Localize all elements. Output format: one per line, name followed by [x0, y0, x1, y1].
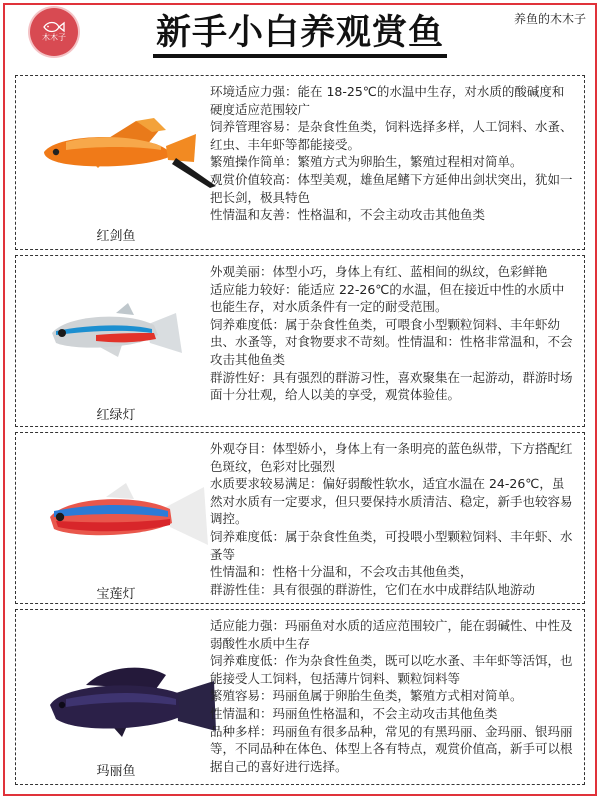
fish-card-cardinal-tetra [15, 432, 585, 604]
fish-card-swordtail [15, 75, 585, 250]
desc-line: 群游性佳：具有很强的群游性，它们在水中成群结队地游动 [210, 581, 536, 597]
fish-description [210, 440, 576, 598]
desc-line: 繁殖容易：玛丽鱼属于卵胎生鱼类，繁殖方式相对简单。 [210, 688, 523, 704]
desc-line: 外观美丽：体型小巧，身体上有红、蓝相间的纵纹，色彩鲜艳 [210, 264, 548, 279]
fish-description [210, 263, 576, 404]
desc-line: 饲养难度低：属于杂食性鱼类，可喂食小型颗粒饲料、丰年虾幼虫、水蚤等，对食物要求不苛刻。性情温和：性格非常温和，不会攻击其他鱼类 [210, 316, 573, 367]
molly-fish-image [26, 655, 216, 750]
desc-line: 环境适应力强：能在 18-25℃的水温中生存，对水质的酸碱度和硬度适应范围较广 [210, 84, 565, 117]
fish-name: 玛丽鱼 [96, 764, 136, 779]
desc-line: 性情温和：性格十分温和，不会攻击其他鱼类， [210, 564, 473, 580]
neon-tetra-fish-image [26, 291, 216, 371]
desc-line: 观赏价值较高：体型美观，雄鱼尾鳍下方延伸出剑状突出，犹如一把长剑，极具特色 [210, 171, 573, 205]
logo-text: 木木子 [42, 33, 66, 42]
desc-line: 饲养管理容易：是杂食性鱼类，饲料选择多样，人工饲料、水蚤、红虫、丰年虾等都能接受。 [210, 119, 573, 152]
desc-line: 品种多样：玛丽鱼有很多品种，常见的有黑玛丽、金玛丽、银玛丽等，不同品种在体色、体型上各有特点，观赏价值高，新手可以根据自己的喜好进行选择。 [210, 723, 573, 774]
desc-line: 饲养难度低：属于杂食性鱼类，可投喂小型颗粒饲料、丰年虾、水蚤等 [210, 528, 573, 562]
desc-line: 繁殖操作简单：繁殖方式为卵胎生，繁殖过程相对简单。 [210, 154, 523, 170]
fish-card-neon-tetra [15, 255, 585, 427]
desc-line: 水质要求较易满足：偏好弱酸性软水，适宜水温在 24-26℃，虽然对水质有一定要求，但只要保持水质清洁、稳定，新手也较容易调控。 [210, 476, 573, 527]
desc-line: 适应能力强：玛丽鱼对水质的适应范围较广，能在弱碱性、中性及弱酸性水质中生存 [210, 618, 573, 651]
fish-card-molly [15, 609, 585, 785]
desc-line: 群游性好：具有强烈的群游习性，喜欢聚集在一起游动，群游时场面十分壮观，给人以美的享受，观赏体验佳。 [210, 369, 573, 403]
desc-line: 饲养难度低：作为杂食性鱼类，既可以吃水蚤、丰年虾等活饵，也能接受人工饲料，包括薄片饲料、颗粒饲料等 [210, 653, 573, 686]
fish-description [210, 83, 576, 224]
page-title: 新手小白养观赏鱼 [0, 10, 600, 56]
swordtail-fish-image [26, 106, 216, 191]
fish-name: 红剑鱼 [96, 229, 136, 244]
cardinal-tetra-fish-image [26, 473, 216, 558]
fish-description [210, 617, 576, 775]
desc-line: 性情温和：玛丽鱼性格温和，不会主动攻击其他鱼类 [210, 705, 498, 721]
fish-name: 宝莲灯 [96, 587, 136, 602]
desc-line: 外观夺目：体型娇小，身体上有一条明亮的蓝色纵带，下方搭配红色斑纹，色彩对比强烈 [210, 441, 573, 474]
fish-name: 红绿灯 [96, 408, 136, 423]
desc-line: 适应能力较好：能适应 22-26℃的水温，但在接近中性的水质中也能生存，对水质条件有一定的耐受范围。 [210, 281, 565, 315]
author-name: 养鱼的木木子 [513, 12, 586, 26]
desc-line: 性情温和友善：性格温和，不会主动攻击其他鱼类 [210, 207, 486, 223]
